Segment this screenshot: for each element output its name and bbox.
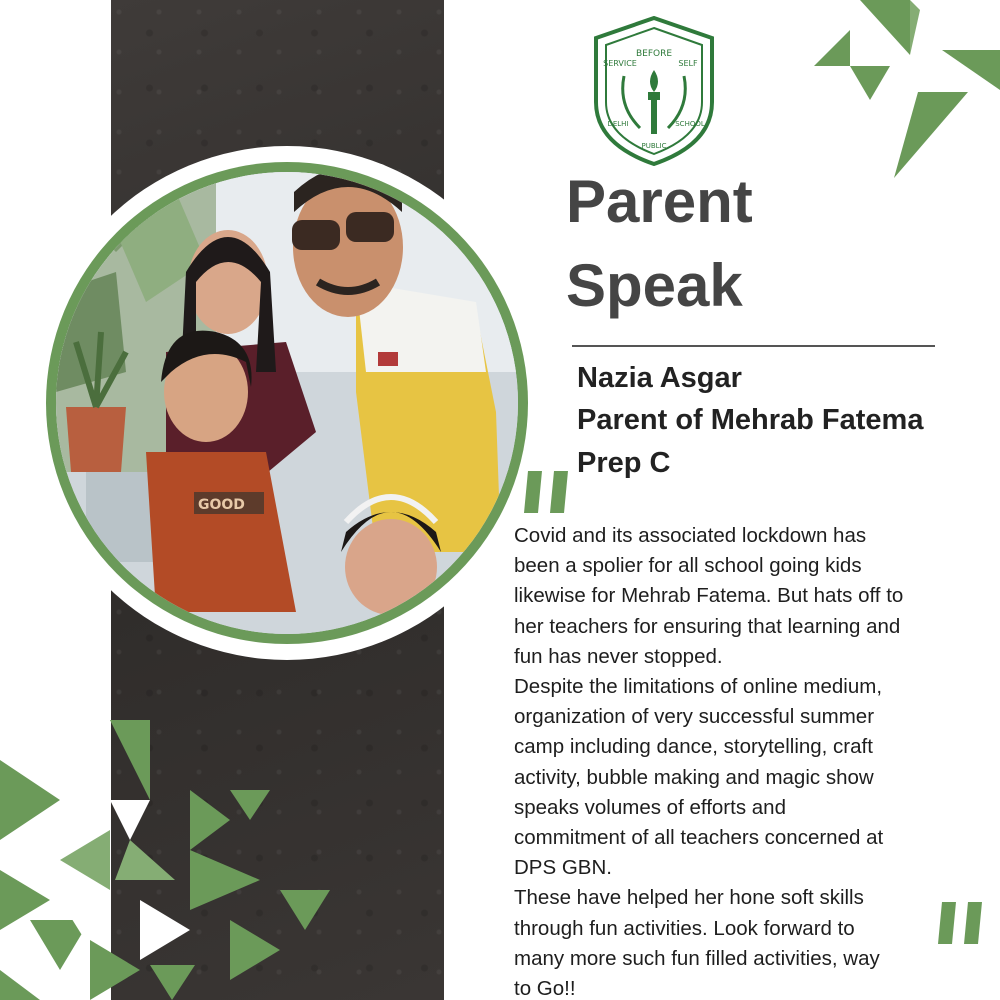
testimonial-line: These have helped her hone soft skills — [514, 886, 864, 910]
title-line-1: Parent — [566, 168, 753, 235]
title-divider — [572, 345, 935, 347]
student-class: Prep C — [577, 447, 671, 479]
logo-text-before: BEFORE — [635, 49, 673, 59]
testimonial-line: been a spolier for all school going kids — [514, 554, 862, 578]
testimonial-text — [514, 521, 974, 1000]
parent-relation: Parent of Mehrab Fatema — [577, 404, 924, 436]
family-photo-illustration — [56, 172, 518, 634]
logo-text-public: PUBLIC — [641, 142, 667, 150]
testimonial-line: Covid and its associated lockdown has — [514, 524, 867, 547]
testimonial-line: organization of very successful summer — [514, 705, 875, 729]
family-photo — [56, 172, 518, 634]
testimonial-line: activity, bubble making and magic show — [514, 765, 874, 789]
title-line-2: Speak — [566, 252, 743, 319]
testimonial-line: through fun activities. Look forward to — [514, 916, 855, 940]
tshirt-print-text: GOOD — [198, 497, 245, 513]
testimonial-line: Despite the limitations of online medium, — [514, 675, 883, 699]
quote-open-icon — [520, 467, 574, 515]
testimonial-line: her teachers for ensuring that learning and — [514, 614, 901, 638]
testimonial-line: many more such fun filled activities, way — [514, 946, 880, 970]
testimonial-line: DPS GBN. — [514, 856, 612, 880]
logo-text-delhi: DELHI — [607, 120, 629, 128]
top-right-triangle-decoration — [800, 0, 1000, 190]
logo-text-self: SELF — [678, 59, 698, 68]
testimonial-line: fun has never stopped. — [514, 644, 723, 668]
school-logo — [588, 16, 720, 166]
testimonial-line: commitment of all teachers concerned at — [514, 826, 884, 850]
testimonial-line: speaks volumes of efforts and — [514, 795, 786, 819]
logo-text-service: SERVICE — [603, 59, 637, 68]
testimonial-line: to Go!! — [514, 977, 576, 1000]
testimonial-line: camp including dance, storytelling, craft — [514, 735, 873, 759]
testimonial-line: likewise for Mehrab Fatema. But hats off to — [514, 584, 904, 608]
parent-name: Nazia Asgar — [577, 362, 742, 394]
logo-text-school: SCHOOL — [675, 120, 705, 128]
bottom-left-triangle-decoration — [0, 720, 350, 1000]
